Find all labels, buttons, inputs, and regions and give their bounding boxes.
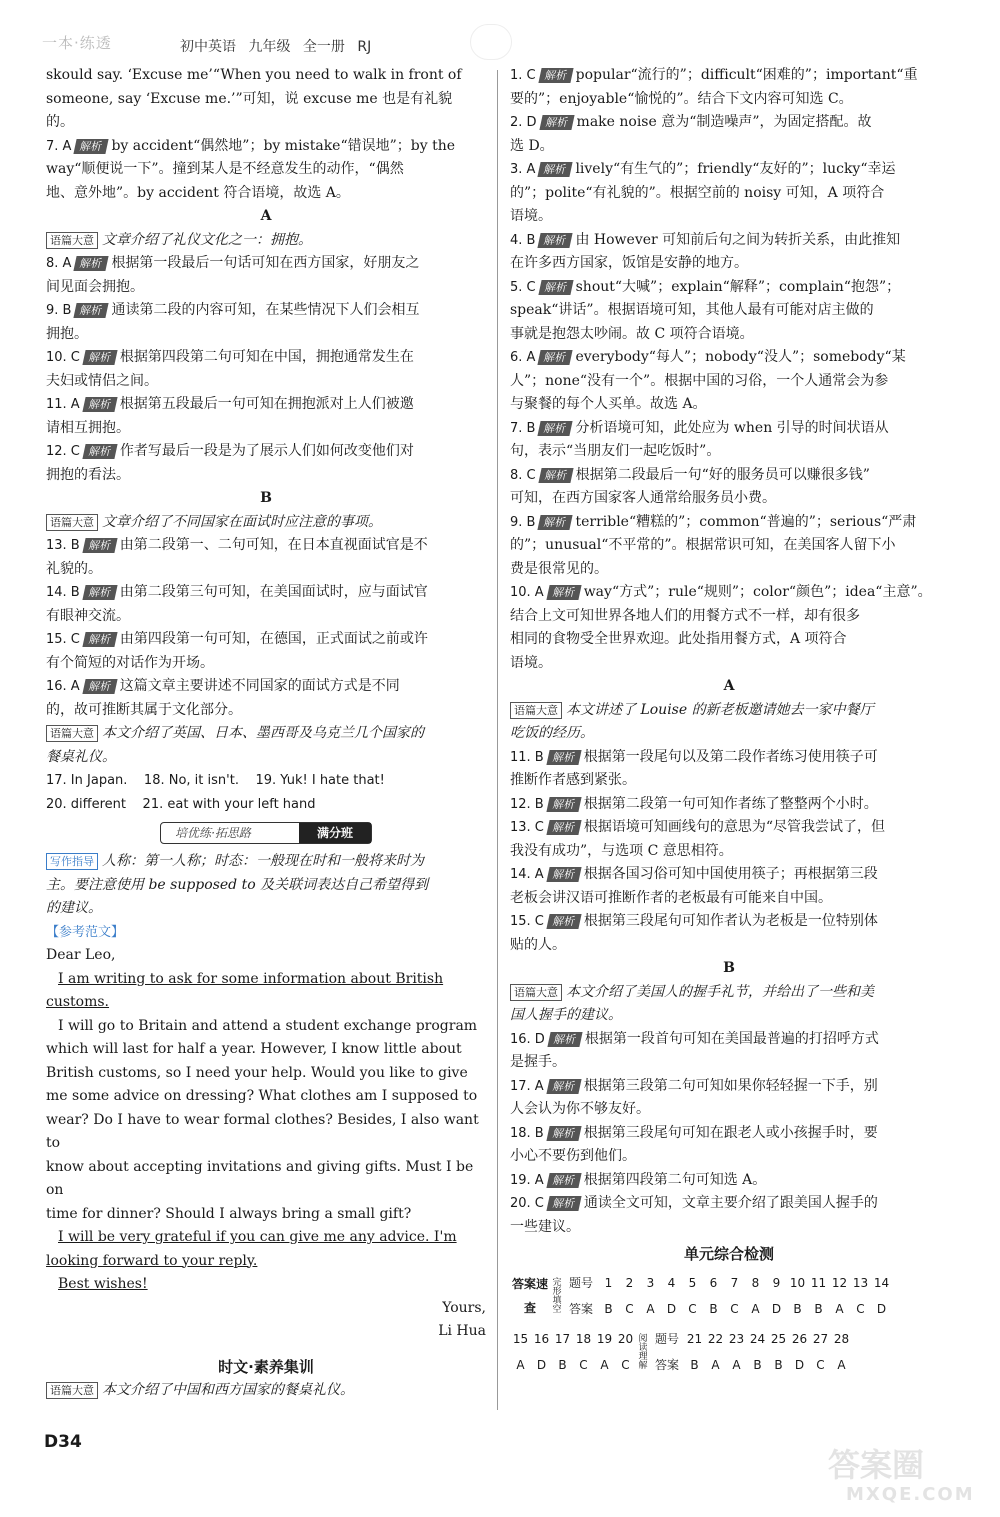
answer-text: 相同的食物受全世界欢迎。此处指用餐方式，A 项符合: [510, 631, 847, 647]
answer-item: [510, 793, 948, 817]
question-number: 11. B: [510, 749, 544, 765]
answer-text: 人”；none“没有一个”。根据中国的习俗，一个人通常会为参: [510, 372, 889, 389]
level-banner: [160, 822, 372, 844]
writing-guide-tag: 写作指导: [46, 853, 98, 870]
header-title: 初中英语 九年级 全一册 RJ: [180, 39, 372, 55]
question-number: 11. A: [46, 397, 80, 412]
q-answer: D: [666, 1301, 677, 1316]
question-number: 4. B: [510, 232, 536, 248]
letter-yours: Yours,: [442, 1299, 486, 1316]
letter-closing: Best wishes!: [58, 1276, 148, 1292]
answer-item: [510, 816, 948, 863]
answer-text: 由 However 可知前后句之间为转折关系，由此推知: [575, 231, 901, 248]
question-number: 17. A: [510, 1078, 544, 1094]
question-number: 14. B: [46, 585, 80, 600]
answer-item: [46, 135, 486, 206]
answer-quick-check-table-2: [510, 1327, 852, 1379]
question-number: 3. A: [510, 162, 536, 177]
q-number: 23: [728, 1331, 745, 1346]
answer-text: 根据第一段首句可知在美国最普遍的打招呼方式: [584, 1030, 879, 1047]
short-answers: 17. In Japan. 18. No, it isn't. 19. Yuk! I hate that!: [46, 773, 385, 788]
q-answer: C: [856, 1301, 865, 1316]
analysis-tag: 解析: [82, 585, 117, 600]
question-number: 1. C: [510, 68, 536, 83]
answer-text: 根据第二段最后一句“好的服务员可以赚很多钱”: [575, 466, 870, 483]
analysis-tag: 解析: [82, 350, 117, 365]
analysis-tag: 解析: [538, 421, 573, 436]
question-number: 10. A: [510, 585, 544, 600]
answer-text: 根据第二段第一句可知作者练了整整两个小时。: [583, 795, 878, 812]
answer-item: [510, 417, 948, 464]
summary-tag: 语篇大意: [46, 514, 98, 531]
answer-text: shout“大喊”；explain“解释”；complain“抱怨”；: [575, 278, 901, 295]
short-answers: 20. different 21. eat with your left hand: [46, 796, 316, 812]
answer-text: 一些建议。: [510, 1218, 580, 1235]
letter-line: know about accepting invitations and giving gifts. Must I be on: [46, 1158, 474, 1198]
q-answer: A: [516, 1357, 525, 1372]
q-answer: C: [621, 1357, 630, 1372]
test-title: 单元综合检测: [683, 1245, 774, 1263]
question-number: 8. C: [510, 467, 536, 483]
q-number: 19: [596, 1331, 613, 1346]
analysis-tag: 解析: [546, 1126, 581, 1141]
answer-item: [46, 675, 486, 722]
answer-item: [510, 1028, 948, 1075]
q-number: 4: [667, 1275, 676, 1290]
analysis-tag: 解析: [538, 280, 573, 295]
answer-text: way“方式”；rule“规则”；color“颜色”；idea“主意”。: [583, 584, 932, 600]
section-label: B: [260, 490, 272, 506]
q-answer: B: [774, 1357, 783, 1372]
q-number: 25: [770, 1331, 787, 1346]
answer-text: 的”；polite“有礼貌的”。根据空前的 noisy 可知，A 项符合: [510, 184, 885, 201]
answer-item: [510, 511, 948, 582]
q-answer: A: [646, 1301, 655, 1316]
q-answer: B: [814, 1301, 823, 1316]
answer-text: 贴的人。: [510, 936, 566, 953]
answer-text: everybody“每人”；nobody“没人”；somebody“某: [575, 349, 906, 365]
answer-text: 请相互拥抱。: [46, 419, 130, 436]
letter-line: time for dinner? Should I always bring a small gift?: [46, 1205, 412, 1222]
section-label: B: [723, 960, 735, 976]
answer-text: 选 D。: [510, 137, 554, 154]
answer-text: 根据各国习俗可知中国使用筷子；再根据第三段: [583, 866, 878, 882]
answer-text: 分析语境可知，此处应为 when 引导的时间状语从: [575, 419, 889, 436]
answer-text: 根据第三段尾句可知在跟老人或小孩握手时，要: [583, 1124, 878, 1141]
analysis-tag: 解析: [546, 797, 581, 812]
q-number: 17: [554, 1331, 571, 1346]
answer-item: [510, 276, 948, 347]
q-number: 20: [617, 1331, 634, 1346]
q-number: 3: [646, 1275, 655, 1290]
answer-text: 可知，在西方国家客人通常给服务员小费。: [510, 490, 776, 506]
decorative-circle-icon: [470, 24, 512, 60]
answer-text: make noise 意为“制造噪声”，为固定搭配。故: [576, 114, 872, 130]
daan-label: 答案: [568, 1301, 593, 1316]
answer-text: 人会认为你不够友好。: [510, 1101, 650, 1117]
question-number: 16. A: [46, 679, 80, 694]
brand-logo: 一本·练透: [42, 34, 112, 52]
answer-text: 是握手。: [510, 1054, 566, 1070]
q-number: 5: [688, 1275, 697, 1290]
answer-text: 根据第三段第二句可知如果你轻轻握一下手，别: [583, 1077, 878, 1094]
q-number: 12: [831, 1275, 848, 1290]
analysis-tag: 解析: [74, 139, 109, 154]
answer-text: 根据第一段最后一句话可知在西方国家，好朋友之: [111, 255, 420, 271]
answer-item: [510, 111, 948, 158]
banner-left-text: 培优练·拓思路: [175, 826, 251, 840]
analysis-tag: 解析: [546, 914, 581, 929]
daan-label: 答案: [654, 1357, 679, 1372]
summary-text: 国人握手的建议。: [510, 1007, 622, 1023]
analysis-tag: 解析: [546, 1196, 581, 1211]
analysis-tag: 解析: [539, 115, 574, 130]
q-answer: D: [876, 1301, 887, 1316]
answer-item: [510, 158, 948, 229]
q-number: 28: [833, 1331, 850, 1346]
column-divider: [497, 70, 498, 1410]
q-answer: C: [688, 1301, 697, 1316]
answer-text: 的”；unusual“不平常的”。根据常识可知，在美国客人留下小: [510, 537, 896, 553]
answer-text: 通读全文可知，文章主要介绍了跟美国人握手的: [583, 1195, 878, 1211]
q-number: 13: [852, 1275, 869, 1290]
q-number: 16: [533, 1331, 550, 1346]
writing-guide-text: 的建议。: [46, 900, 102, 916]
question-number: 7. B: [510, 420, 536, 436]
question-number: 2. D: [510, 115, 537, 130]
summary-tag: 语篇大意: [510, 702, 562, 719]
answer-text: 语境。: [510, 208, 552, 224]
answer-text: 夫妇或情侣之间。: [46, 372, 158, 389]
q-number: 26: [791, 1331, 808, 1346]
q-answer: B: [709, 1301, 718, 1316]
summary-text: 餐桌礼仪。: [46, 748, 116, 765]
q-number: 14: [873, 1275, 890, 1290]
banner-right-text: 满分班: [299, 823, 371, 843]
q-answer: B: [690, 1357, 699, 1372]
q-number: 24: [749, 1331, 766, 1346]
q-answer: C: [579, 1357, 588, 1372]
answer-text: 根据第四段第二句可知在中国，拥抱通常发生在: [119, 349, 414, 365]
answer-item: [46, 440, 486, 487]
analysis-tag: 解析: [538, 233, 573, 248]
q-answer: D: [794, 1357, 805, 1372]
analysis-tag: 解析: [546, 750, 581, 765]
page-number: D34: [44, 1432, 82, 1452]
answer-item: [46, 628, 486, 675]
answer-text: 小心不要伤到他们。: [510, 1148, 636, 1164]
q-answer: C: [730, 1301, 739, 1316]
answer-item: [510, 1192, 948, 1239]
answer-text: 句，表示“当朋友们一起吃饭时”。: [510, 443, 721, 459]
answer-text: 费是很常见的。: [510, 560, 608, 577]
question-number: 16. D: [510, 1031, 545, 1047]
writing-guide-text: 主。要注意使用 be supposed to 及关联词表达自己希望得到: [46, 876, 429, 893]
answer-text: popular“流行的”；difficult“困难的”；important“重: [575, 67, 918, 83]
answer-text: 由第二段第一、二句可知，在日本直视面试官是不: [119, 537, 428, 553]
q-number: 21: [686, 1331, 703, 1346]
question-number: 9. B: [510, 514, 536, 530]
letter-line: looking forward to your reply.: [46, 1252, 258, 1269]
summary-text: 本文介绍了中国和西方国家的餐桌礼仪。: [102, 1382, 354, 1398]
answer-text: 有个简短的对话作为开场。: [46, 654, 214, 671]
question-number: 15. C: [510, 914, 544, 929]
analysis-tag: 解析: [538, 468, 573, 483]
answer-text: 这篇文章主要讲述不同国家的面试方式是不同: [119, 678, 400, 694]
answer-text: 拥抱的看法。: [46, 466, 130, 483]
answer-text: 根据第四段第二句可知选 A。: [583, 1171, 767, 1188]
q-answer: D: [771, 1301, 782, 1316]
q-number: 2: [625, 1275, 634, 1290]
question-number: 19. A: [510, 1172, 544, 1188]
question-number: 8. A: [46, 256, 72, 271]
answer-item: [510, 346, 948, 417]
answer-text: lively“有生气的”；friendly“友好的”；lucky“幸运: [575, 161, 896, 177]
q-number: 10: [789, 1275, 806, 1290]
tihao-label: 题号: [568, 1275, 593, 1290]
question-number: 7. A: [46, 138, 72, 154]
reading-label: 阅读理解: [638, 1333, 648, 1371]
analysis-tag: 解析: [546, 820, 581, 835]
answer-item: [510, 1169, 948, 1193]
summary-text: 本文介绍了美国人的握手礼节，并给出了一些和美: [566, 983, 874, 1000]
answer-text: 要的”；enjoyable“愉悦的”。结合下文内容可知选 C。: [510, 90, 853, 107]
question-number: 6. A: [510, 350, 536, 365]
q-number: 8: [751, 1275, 760, 1290]
q-number: 1: [604, 1275, 613, 1290]
question-number: 13. C: [510, 820, 544, 835]
answer-item: [46, 393, 486, 440]
writing-guide-text: 人称：第一人称；时态：一般现在时和一般将来时为: [102, 853, 424, 869]
summary-text: 吃饭的经历。: [510, 725, 594, 741]
answer-item: [510, 1122, 948, 1169]
answer-text: by accident“偶然地”；by mistake“错误地”；by the: [111, 137, 456, 154]
answer-text: 由第四段第一句可知，在德国，正式面试之前或许: [119, 631, 428, 647]
analysis-tag: 解析: [538, 68, 573, 83]
answer-label: 答案速查: [511, 1277, 548, 1315]
answer-item: [46, 299, 486, 346]
summary-tag: 语篇大意: [510, 984, 562, 1001]
answer-item: [510, 910, 948, 957]
analysis-tag: 解析: [82, 538, 117, 553]
analysis-tag: 解析: [74, 303, 109, 318]
letter-greeting: Dear Leo,: [46, 947, 116, 963]
answer-text: 礼貌的。: [46, 560, 102, 577]
answer-text: 地、意外地”。by accident 符合语境，故选 A。: [46, 184, 350, 201]
q-number: 9: [772, 1275, 781, 1290]
q-answer: B: [793, 1301, 802, 1316]
q-answer: A: [835, 1301, 844, 1316]
summary-tag: 语篇大意: [46, 232, 98, 249]
answer-text: 与聚餐的每个人买单。故选 A。: [510, 396, 707, 412]
analysis-tag: 解析: [82, 444, 117, 459]
answer-item: [510, 64, 948, 111]
analysis-tag: 解析: [538, 350, 573, 365]
answer-text: 的，故可推断其属于文化部分。: [46, 701, 242, 718]
summary-tag: 语篇大意: [46, 1382, 98, 1399]
analysis-tag: 解析: [547, 1032, 582, 1047]
answer-text: 推断作者感到紧张。: [510, 772, 636, 788]
answer-item: [510, 1075, 948, 1122]
question-number: 9. B: [46, 303, 72, 318]
question-number: 18. B: [510, 1125, 544, 1141]
answer-text: 根据第三段尾句可知作者认为老板是一位特别体: [583, 913, 878, 929]
answer-text: 结合上文可知世界各地人们的用餐方式不一样，却有很多: [510, 607, 860, 624]
analysis-tag: 解析: [82, 397, 117, 412]
intro-line: 的。: [46, 114, 74, 130]
summary-text: 文章介绍了不同国家在面试时应注意的事项。: [102, 513, 382, 530]
q-number: 18: [575, 1331, 592, 1346]
summary-text: 本文讲述了 Louise 的新老板邀请她去一家中餐厅: [566, 701, 874, 718]
analysis-tag: 解析: [546, 585, 581, 600]
answer-text: 根据语境可知画线句的意思为“尽管我尝试了，但: [583, 819, 886, 835]
answer-text: 事就是抱怨太吵闹。故 C 项符合语境。: [510, 325, 754, 342]
q-answer: A: [837, 1357, 846, 1372]
q-answer: A: [711, 1357, 720, 1372]
q-number: 15: [512, 1331, 529, 1346]
q-answer: B: [753, 1357, 762, 1372]
analysis-tag: 解析: [546, 1173, 581, 1188]
q-answer: B: [558, 1357, 567, 1372]
answer-item: [510, 464, 948, 511]
tihao-label: 题号: [654, 1331, 679, 1346]
summary-text: 本文介绍了英国、日本、墨西哥及乌克兰几个国家的: [102, 725, 424, 741]
letter-line: I will be very grateful if you can give me any advice. I'm: [58, 1229, 457, 1245]
section-title: 时文·素养集训: [218, 1357, 314, 1376]
letter-line: which will last for half a year. However, I know little about: [46, 1041, 462, 1057]
analysis-tag: 解析: [82, 679, 117, 694]
answer-text: 语境。: [510, 654, 552, 671]
answer-item: [46, 581, 486, 628]
q-answer: A: [751, 1301, 760, 1316]
letter-signature: Li Hua: [438, 1323, 486, 1339]
page-header: [0, 0, 1000, 58]
q-number: 11: [810, 1275, 827, 1290]
section-label: A: [723, 678, 735, 694]
answer-item: [46, 534, 486, 581]
answer-text: 间见面会拥抱。: [46, 278, 144, 295]
analysis-tag: 解析: [546, 867, 581, 882]
q-answer: D: [536, 1357, 547, 1372]
q-answer: C: [625, 1301, 634, 1316]
answer-text: 在许多西方国家，饭馆是安静的地方。: [510, 255, 748, 271]
q-number: 6: [709, 1275, 718, 1290]
answer-text: 我没有成功”，与选项 C 意思相符。: [510, 842, 733, 859]
answer-item: [510, 581, 948, 675]
answer-text: speak“讲话”。根据语境可知，其他人最有可能对店主做的: [510, 302, 874, 318]
question-number: 12. B: [510, 796, 544, 812]
summary-tag: 语篇大意: [46, 725, 98, 742]
letter-line: me some advice on dressing? What clothes am I supposed to: [46, 1088, 478, 1104]
answer-item: [510, 746, 948, 793]
answer-text: way“顺便说一下”。撞到某人是不经意发生的动作，“偶然: [46, 161, 404, 177]
answer-text: 拥抱。: [46, 325, 88, 342]
answer-text: 通读第二段的内容可知，在某些情况下人们会相互: [111, 302, 420, 318]
letter-line: I am writing to ask for some information about British: [58, 970, 444, 987]
answer-text: 有眼神交流。: [46, 607, 130, 624]
section-label: A: [260, 208, 272, 224]
intro-line: skould say. ‘Excuse me’“When you need to walk in front of: [46, 67, 462, 83]
answer-text: 作者写最后一段是为了展示人们如何改变他们对: [119, 443, 414, 459]
answer-text: 根据第一段尾句以及第二段作者练习使用筷子可: [583, 748, 878, 765]
analysis-tag: 解析: [546, 1079, 581, 1094]
question-number: 13. B: [46, 538, 80, 553]
answer-item: [46, 346, 486, 393]
q-number: 22: [707, 1331, 724, 1346]
answer-text: 老板会讲汉语可推断作者的老板最有可能来自中国。: [510, 889, 832, 906]
q-answer: A: [732, 1357, 741, 1372]
letter-line: customs.: [46, 994, 110, 1010]
analysis-tag: 解析: [74, 256, 109, 271]
answer-item: [46, 252, 486, 299]
right-column: [510, 64, 948, 1379]
summary-text: 文章介绍了礼仪文化之一：拥抱。: [102, 231, 312, 248]
question-number: 15. C: [46, 632, 80, 647]
analysis-tag: 解析: [538, 162, 573, 177]
letter-line: British customs, so I need your help. Would you like to give: [46, 1064, 468, 1081]
answer-item: [510, 229, 948, 276]
q-number: 27: [812, 1331, 829, 1346]
answer-text: 根据第五段最后一句可知在拥抱派对上人们被邀: [119, 396, 414, 412]
analysis-tag: 解析: [82, 632, 117, 647]
answer-text: terrible“糟糕的”；common“普遍的”；serious“严肃: [575, 513, 917, 530]
question-number: 5. C: [510, 279, 536, 295]
question-number: 20. C: [510, 1196, 544, 1211]
q-answer: C: [816, 1357, 825, 1372]
question-number: 10. C: [46, 350, 80, 365]
letter-line: wear? Do I have to wear formal clothes? Besides, I also want to: [46, 1111, 479, 1151]
intro-line: someone, say ‘Excuse me.’”可知，说 excuse me 也是有礼貌: [46, 90, 453, 107]
cloze-label: 完形填空: [552, 1277, 562, 1315]
analysis-tag: 解析: [538, 515, 573, 530]
answer-text: 由第二段第三句可知，在美国面试时，应与面试官: [119, 584, 428, 600]
question-number: 14. A: [510, 867, 544, 882]
sample-letter: [46, 944, 486, 1344]
q-number: 7: [730, 1275, 739, 1290]
answer-item: [510, 863, 948, 910]
left-column: [46, 64, 486, 1403]
q-answer: B: [604, 1301, 613, 1316]
letter-line: I will go to Britain and attend a student exchange program: [58, 1017, 478, 1034]
reference-label: 【参考范文】: [46, 924, 125, 940]
answer-quick-check-table: [510, 1271, 892, 1323]
q-answer: A: [600, 1357, 609, 1372]
watermark-url: MXQE.COM: [846, 1484, 975, 1505]
watermark-logo: 答案圈: [828, 1446, 925, 1484]
question-number: 12. C: [46, 444, 80, 459]
